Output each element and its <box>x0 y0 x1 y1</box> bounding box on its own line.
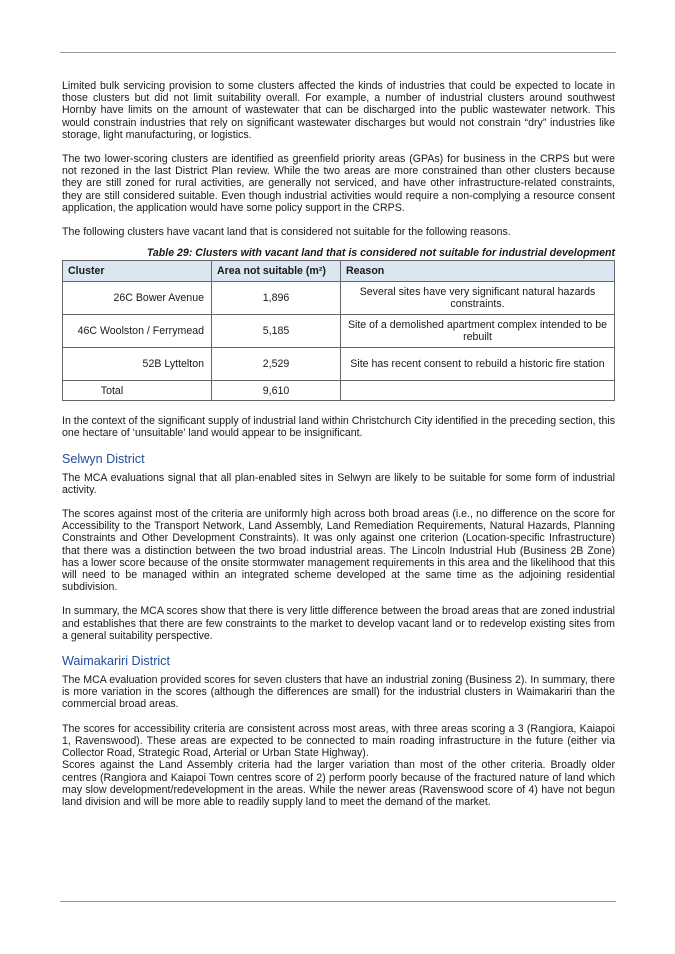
paragraph: Limited bulk servicing provision to some clusters affected the kinds of industries that could be expected to locate in those clusters but did not limit suitability overall. For example, a number of industrial clusters around southwest Hornby have limits on the amount of wastewater that can be discharged into the public wastewater network. This would constrain industries that rely on significant wastewater discharges but would not constrain “dry” industries like storage, light manufacturing, or logistics. <box>62 80 615 141</box>
paragraph: The following clusters have vacant land that is considered not suitable for the following reasons. <box>62 226 511 239</box>
cell-reason: Site has recent consent to rebuild a historic fire station <box>341 348 615 381</box>
paragraph: The two lower-scoring clusters are identified as greenfield priority areas (GPAs) for business in the CRPS but were not rezoned in the last District Plan review. While the two areas are more constrained than other clusters because they are still zoned for rural activities, are generally not serviced, and have other infrastructure-related constraints, they are still considered suitable. Even though industrial activities would require a non-complying a resource consent application, the application would have some policy support in the CRPS. <box>62 153 615 214</box>
table-caption: Table 29: Clusters with vacant land that is considered not suitable for industrial development <box>146 247 615 260</box>
cell-total-empty <box>341 381 615 401</box>
paragraph: The MCA evaluation provided scores for seven clusters that have an industrial zoning (Business 2). In summary, there is more variation in the scores (although the differences are small) for the industrial clusters in Waimakariri than the commercial broad areas. <box>62 674 615 711</box>
cell-total-value: 9,610 <box>212 381 341 401</box>
cell-area: 1,896 <box>212 282 341 315</box>
paragraph: The scores for accessibility criteria are consistent across most areas, with three areas scoring a 3 (Rangiora, Kaiapoi 1, Ravenswood). These areas are expected to be connected to main roading infrastructure in the future (either via Collector Road, Strategic Road, Arterial or Urban State Highway). <box>62 722 615 760</box>
table-row <box>63 282 615 315</box>
paragraph: In summary, the MCA scores show that there is very little difference between the broad areas that are zoned industrial and establishes that there are few constraints to the market to develop vacant land or to redevelop existing sites from a general suitability perspective. <box>62 605 615 642</box>
table-row <box>63 348 615 381</box>
cell-cluster: 46C Woolston / Ferrymead <box>63 315 212 348</box>
paragraph: In the context of the significant supply of industrial land within Christchurch City identified in the preceding section, this one hectare of ‘unsuitable’ land would appear to be insignificant. <box>62 415 615 440</box>
table-header-row <box>63 261 615 282</box>
cell-cluster: 52B Lyttelton <box>63 348 212 381</box>
footer-rule <box>60 901 616 902</box>
section-heading-selwyn: Selwyn District <box>62 451 145 466</box>
cell-area: 5,185 <box>212 315 341 348</box>
section-heading-waimakariri: Waimakariri District <box>62 654 170 669</box>
unsuitable-land-table <box>62 260 615 401</box>
column-header-cluster: Cluster <box>63 261 212 282</box>
table-total-row <box>63 381 615 401</box>
cell-total-label: Total <box>63 381 212 401</box>
cell-cluster: 26C Bower Avenue <box>63 282 212 315</box>
table-row <box>63 315 615 348</box>
column-header-reason: Reason <box>341 261 615 282</box>
paragraph: The scores against most of the criteria are uniformly high across both broad areas (i.e., no difference on the score for Accessibility to the Transport Network, Land Assembly, Land Remediation Requirements, Natural Hazards, Planning Constraints and Other Development Constraints). It was only against one criterion (Location-specific Infrastructure) that there was a distinction between the two broad industrial areas. The Lincoln Industrial Hub (Business 2B Zone) has a lower score because of the onsite stormwater management requirements in this area and the likelihood that this will need to be managed within an integrated scheme developed at the same time as the adjoining residential subdivision. <box>62 508 615 594</box>
paragraph: The MCA evaluations signal that all plan-enabled sites in Selwyn are likely to be suitable for some form of industrial activity. <box>62 471 615 496</box>
cell-reason: Site of a demolished apartment complex intended to be rebuilt <box>341 315 615 348</box>
cell-reason: Several sites have very significant natural hazards constraints. <box>341 282 615 315</box>
page-body <box>62 80 615 808</box>
cell-area: 2,529 <box>212 348 341 381</box>
paragraph: Scores against the Land Assembly criteria had the larger variation than most of the other criteria. Broadly older centres (Rangiora and Kaiapoi Town centres score of 2) perform poorly because of the fractured nature of land which may slow development/redevelopment in the areas. While the newer areas (Ravenswood score of 4) have not begun land division and will be more able to readily supply land to meet the demand of the market. <box>62 759 615 808</box>
column-header-area: Area not suitable (m²) <box>212 261 341 282</box>
header-rule <box>60 52 616 53</box>
